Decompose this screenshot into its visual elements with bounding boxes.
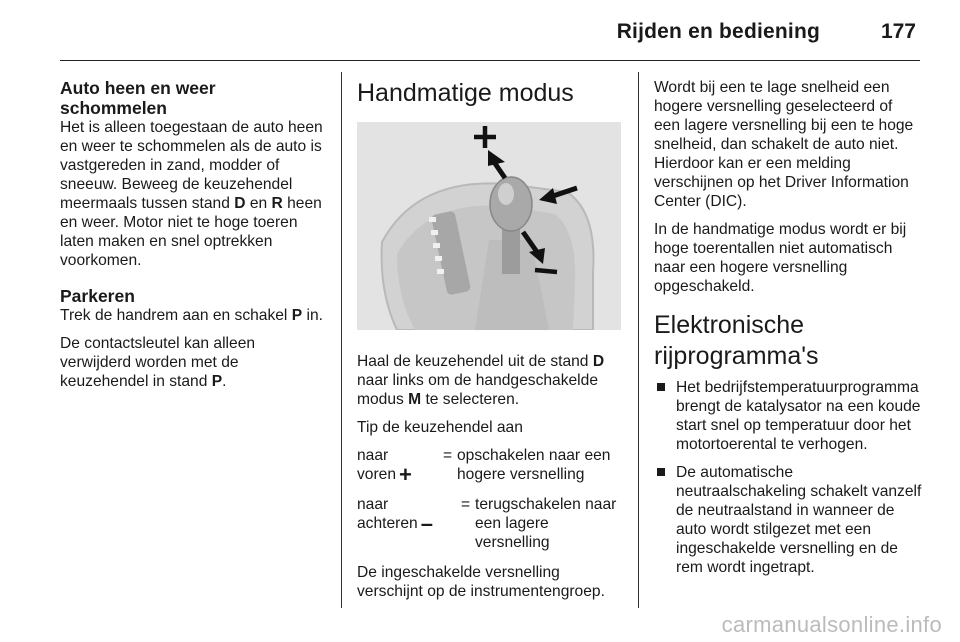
paragraph-versnelling-melding: Wordt bij een te lage snelheid een hogere versnelling geselecteerd of een lagere versnelling bij een te hoge snelheid, dan schakelt de auto niet. Hierdoor kan er een melding verschijnen op het Driver Information Center (DIC). [654,79,914,210]
column-3 [654,78,922,586]
definition-description: terugschakelen naar een lagere versnelling [475,496,617,551]
square-bullet-icon [657,468,665,476]
column-2 [357,78,623,610]
gear-lever-figure [357,122,621,330]
definition-term: naar voren + [357,447,412,487]
definition-row-voren [357,446,623,487]
minus-symbol [535,270,557,272]
watermark: carmanualsonline.info [721,612,942,637]
paragraph-instrumentengroep: De ingeschakelde versnelling verschijnt op de instrumentengroep. [357,564,605,600]
paragraph-schommelen: Het is alleen toegestaan de auto heen en weer te schommelen als de auto is vastgereden in zand, modder of sneeuw. Beweeg de keuzehendel meermaals tussen stand D en R heen en weer. Motor niet te hoge toeren laten maken en snel optrekken voorkomen. [60,119,323,269]
definition-term: naar achteren – [357,496,433,536]
definition-equals: = [461,496,471,513]
list-item: Het bedrijfstemperatuurprogramma brengt de katalysator na een koude start snel op temperatuur door het motortoerental te verhogen. [654,378,922,454]
definition-row-achteren [357,495,623,552]
paragraph-contactsleutel: De contactsleutel kan alleen verwijderd worden met de keuzehendel in stand P. [60,335,256,390]
minus-icon: – [420,511,433,536]
bullet-list [654,378,922,577]
paragraph-toerentallen: In de handmatige modus wordt er bij hoge toerentallen niet automatisch naar een hogere versnelling opgeschakeld. [654,221,907,295]
paragraph-parkeren: Trek de handrem aan en schakel P in. [60,307,323,324]
page-number: 177 [880,20,916,43]
square-bullet-icon [657,383,665,391]
section-heading-parkeren: Parkeren [60,286,135,306]
column-divider-1 [341,72,342,608]
definition-description: opschakelen naar een hogere versnelling [457,447,611,483]
section-heading-schommelen: Auto heen en weer schommelen [60,78,216,118]
gear-knob [490,177,532,231]
plus-icon: + [399,462,412,487]
paragraph-tip: Tip de keuzehendel aan [357,419,523,436]
list-item: De automatische neutraalschakeling schakelt vanzelf de neutraalstand in wanneer de auto wordt stilgezet met een ingeschakelde versnelling en de rem wordt ingetrapt. [654,463,922,577]
header-title: Rijden en bediening [616,20,820,43]
column-1 [60,78,326,400]
gear-lever-illustration [357,122,621,330]
column-divider-2 [638,72,639,608]
section-heading-rijprogrammas: Elektronische rijprogramma's [654,311,819,370]
header-rule [60,60,920,61]
paragraph-keuzehendel: Haal de keuzehendel uit de stand D naar links om de handgeschakelde modus M te selecteren. [357,353,605,408]
definition-equals: = [443,447,453,464]
section-heading-handmatige-modus: Handmatige modus [357,79,574,107]
